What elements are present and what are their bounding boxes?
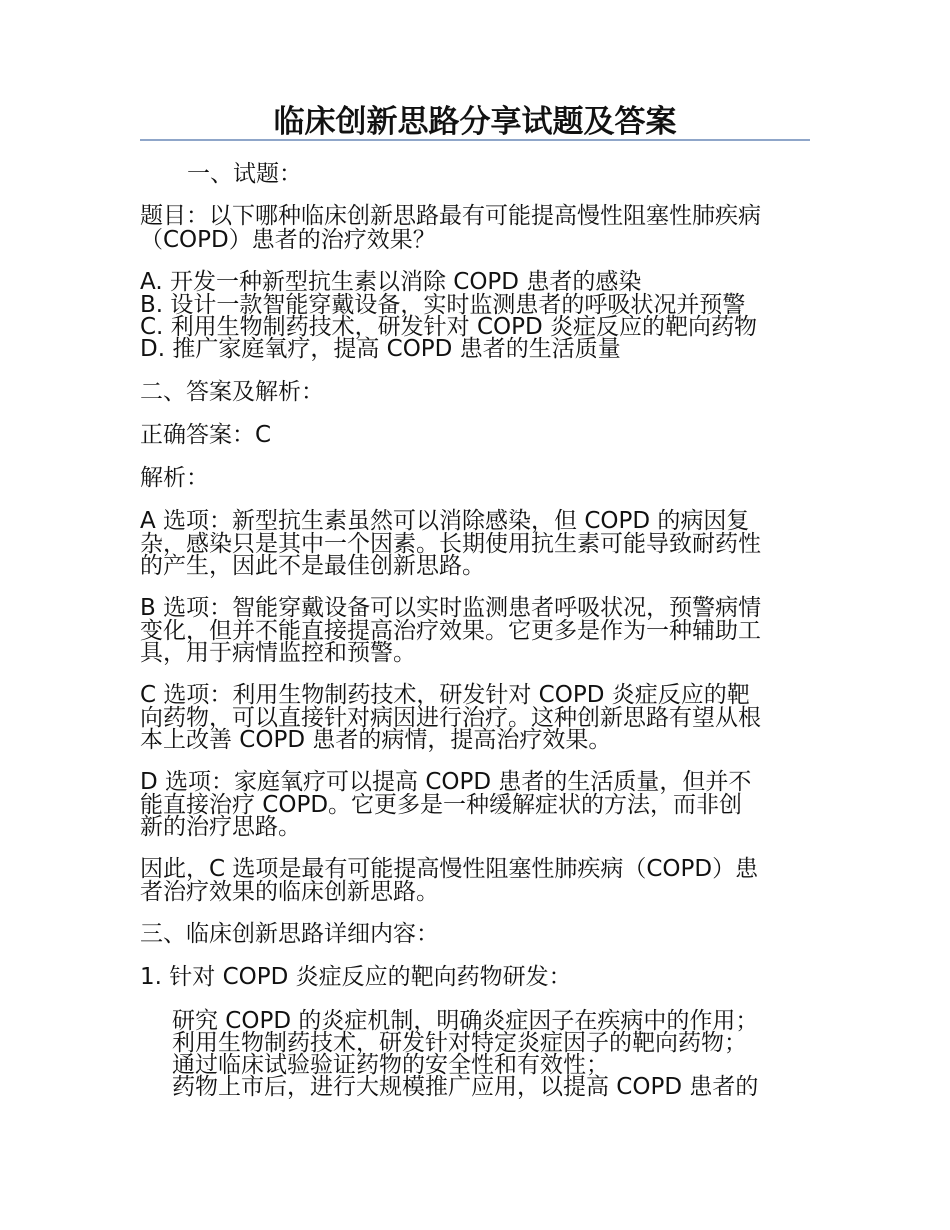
question-line-2: （COPD）患者的治疗效果？ [140,227,436,253]
option-a: A. 开发一种新型抗生素以消除 COPD 患者的感染 [140,269,642,295]
analysis-d-line-1: D 选项：家庭氧疗可以提高 COPD 患者的生活质量，但并不 [140,769,752,795]
analysis-b-line-2: 变化，但并不能直接提高治疗效果。它更多是作为一种辅助工 [140,618,761,644]
analysis-b-line-1: B 选项：智能穿戴设备可以实时监测患者呼吸状况，预警病情 [140,595,762,621]
analysis-d-line-2: 能直接治疗 COPD。它更多是一种缓解症状的方法，而非创 [140,792,743,818]
conclusion-line-2: 者治疗效果的临床创新思路。 [140,879,439,905]
option-d: D. 推广家庭氧疗，提高 COPD 患者的生活质量 [140,336,621,362]
analysis-c-line-2: 向药物，可以直接针对病因进行治疗。这种创新思路有望从根 [140,705,761,731]
question-line-1: 题目：以下哪种临床创新思路最有可能提高慢性阻塞性肺疾病 [140,203,761,229]
detail-step-2: 利用生物制药技术，研发针对特定炎症因子的靶向药物； [172,1030,747,1056]
section-heading-answers: 二、答案及解析： [140,379,324,405]
page-title: 临床创新思路分享试题及答案 [273,104,677,140]
option-c: C. 利用生物制药技术，研发针对 COPD 炎症反应的靶向药物 [140,314,758,340]
analysis-a-line-2: 杂，感染只是其中一个因素。长期使用抗生素可能导致耐药性 [140,531,761,557]
detail-step-1: 研究 COPD 的炎症机制，明确炎症因子在疾病中的作用； [172,1008,759,1034]
section-heading-details: 三、临床创新思路详细内容： [140,921,439,947]
analysis-a-line-3: 的产生，因此不是最佳创新思路。 [140,553,485,579]
analysis-d-line-3: 新的治疗思路。 [140,814,301,840]
analysis-c-line-1: C 选项：利用生物制药技术，研发针对 COPD 炎症反应的靶 [140,682,750,708]
detail-step-4: 药物上市后，进行大规模推广应用，以提高 COPD 患者的 [172,1074,759,1100]
conclusion-line-1: 因此，C 选项是最有可能提高慢性阻塞性肺疾病（COPD）患 [140,856,759,882]
section-heading-questions: 一、试题： [187,161,302,187]
analysis-b-line-3: 具，用于病情监控和预警。 [140,640,416,666]
title-underline [140,139,810,141]
detail-item-1-heading: 1. 针对 COPD 炎症反应的靶向药物研发： [140,964,572,990]
detail-step-3: 通过临床试验验证药物的安全性和有效性； [172,1052,609,1078]
analysis-a-line-1: A 选项：新型抗生素虽然可以消除感染，但 COPD 的病因复 [140,508,750,534]
option-b: B. 设计一款智能穿戴设备，实时监测患者的呼吸状况并预警 [140,292,746,318]
correct-answer: 正确答案：C [140,422,272,448]
analysis-label: 解析： [140,465,209,491]
analysis-c-line-3: 本上改善 COPD 患者的病情，提高治疗效果。 [140,727,612,753]
